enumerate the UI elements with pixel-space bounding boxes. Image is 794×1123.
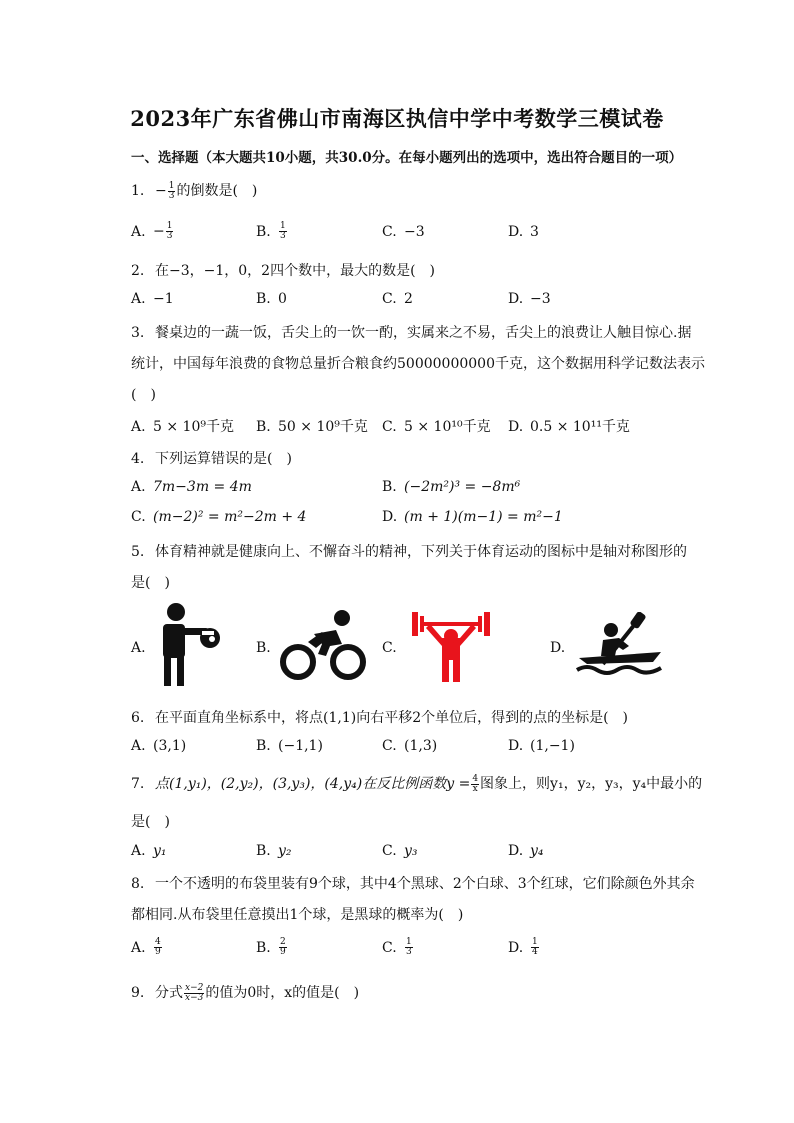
option-d: D. −3 — [508, 291, 551, 307]
question-9: 9. 分式 $\frac{x-2}{x-3}$ 的值为0时，x的值是( ) — [131, 982, 360, 1003]
option-d: D. 0.5 × 10¹¹千克 — [508, 419, 630, 435]
option-c: C. 2 — [382, 291, 413, 307]
question-8: 8. 一个不透明的布袋里装有9个球，其中4个黑球、2个白球、3个红球，它们除颜色外其余 — [131, 876, 695, 892]
page-title: 2023年广东省佛山市南海区执信中学中考数学三模试卷 — [130, 106, 664, 131]
option-c: C. (1,3) — [382, 738, 438, 754]
option-c: C. $\frac{1}{3}$ — [382, 937, 412, 957]
option-d: D. 3 — [508, 224, 539, 240]
weightlifting-icon — [410, 608, 492, 682]
option-d-label: D. — [550, 640, 566, 656]
question-1: 1. − $\frac{1}{3}$ 的倒数是( ) — [131, 180, 258, 201]
option-c: C. (m−2)² = m²−2m + 4 — [131, 509, 307, 525]
option-c: C. −3 — [382, 224, 425, 240]
option-b: B. $\frac{1}{3}$ — [256, 221, 286, 241]
option-b: B. (−1,1) — [256, 738, 323, 754]
option-b: B. (−2m²)³ = −8m⁶ — [382, 479, 521, 495]
option-d: D. y₄ — [508, 843, 544, 859]
option-b: B. 50 × 10⁹千克 — [256, 419, 368, 435]
option-b-label: B. — [256, 640, 271, 656]
section-heading: 一、选择题（本大题共10小题，共30.0分。在每小题列出的选项中，选出符合题目的一项） — [131, 150, 683, 166]
option-a-label: A. — [131, 640, 146, 656]
option-a: A. (3,1) — [131, 738, 187, 754]
option-b: B. $\frac{2}{9}$ — [256, 937, 286, 957]
option-c: C. y₃ — [382, 843, 418, 859]
option-a: A. y₁ — [131, 843, 167, 859]
question-6: 6. 在平面直角坐标系中，将点(1,1)向右平移2个单位后，得到的点的坐标是( ) — [131, 710, 629, 726]
boxing-icon — [155, 600, 227, 688]
question-7-line-2: 是( ) — [131, 814, 170, 830]
question-3: 3. 餐桌边的一蔬一饭，舌尖上的一饮一酌，实属来之不易，舌尖上的浪费让人触目惊心.据 — [131, 325, 692, 341]
question-3-line-3: ( ) — [131, 387, 156, 403]
option-d: D. (m + 1)(m−1) = m²−1 — [382, 509, 563, 525]
option-d: D. $\frac{1}{4}$ — [508, 937, 538, 957]
option-c-label: C. — [382, 640, 397, 656]
question-7: 7. 点(1,y₁)，(2,y₂)，(3,y₃)，(4,y₄)在反比例函数y = $\frac{4}{x}$ 图象上，则y₁，y₂，y₃，y₄中最小的 — [131, 773, 703, 794]
option-a: A. − $\frac{1}{3}$ — [131, 221, 173, 241]
question-4: 4. 下列运算错误的是( ) — [131, 451, 292, 467]
option-a: A. −1 — [131, 291, 174, 307]
option-c: C. 5 × 10¹⁰千克 — [382, 419, 491, 435]
option-b: B. y₂ — [256, 843, 292, 859]
option-b: B. 0 — [256, 291, 287, 307]
question-5-line-2: 是( ) — [131, 575, 170, 591]
question-5: 5. 体育精神就是健康向上、不懈奋斗的精神，下列关于体育运动的图标中是轴对称图形的 — [131, 544, 687, 560]
option-a: A. 7m−3m = 4m — [131, 479, 252, 495]
option-d: D. (1,−1) — [508, 738, 575, 754]
question-2: 2. 在−3，−1，0，2四个数中，最大的数是( ) — [131, 263, 436, 279]
question-3-line-2: 统计，中国每年浪费的食物总量折合粮食约50000000000千克，这个数据用科学记数法表示 — [131, 356, 705, 372]
cycling-icon — [278, 608, 368, 682]
kayaking-icon — [575, 612, 667, 678]
fraction: $\frac{1}{3}$ — [168, 180, 175, 201]
option-a: A. $\frac{4}{9}$ — [131, 937, 161, 957]
option-a: A. 5 × 10⁹千克 — [131, 419, 234, 435]
question-8-line-2: 都相同.从布袋里任意摸出1个球，是黑球的概率为( ) — [131, 907, 464, 923]
